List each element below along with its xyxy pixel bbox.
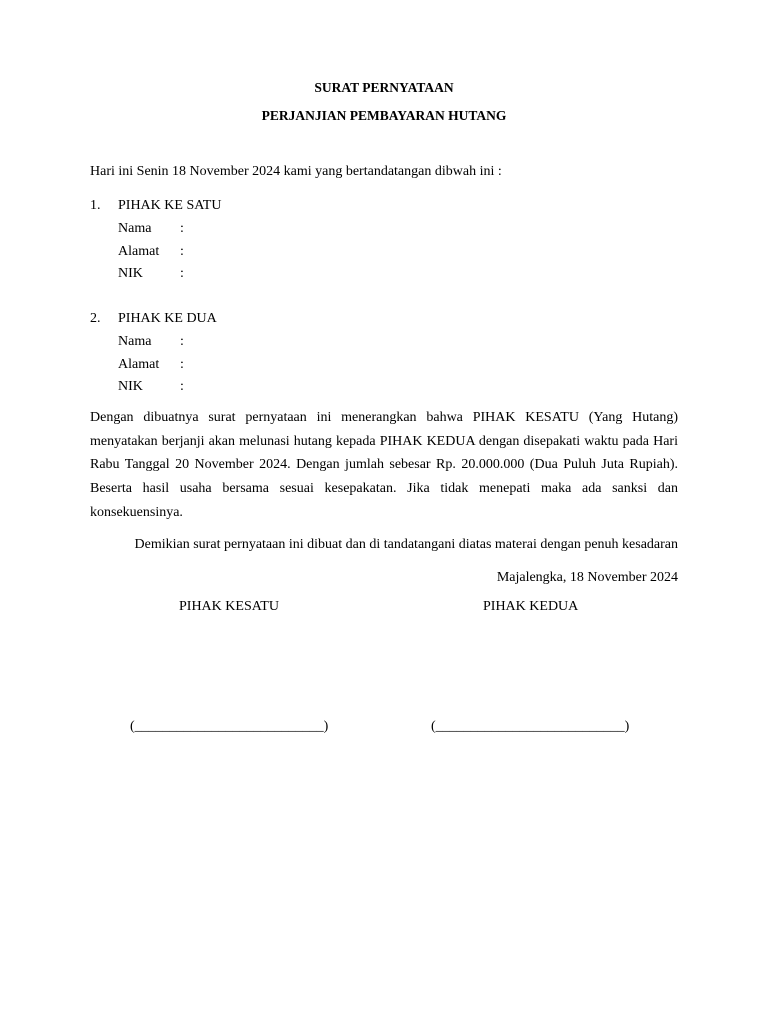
party1-name-label: Nama — [118, 221, 152, 236]
document-subtitle: PERJANJIAN PEMBAYARAN HUTANG — [261, 108, 507, 123]
signature-line-right: (___________________________) — [431, 719, 630, 734]
party2-nik-sep: : — [180, 379, 184, 394]
party2-nik-label: NIK — [118, 379, 143, 394]
signature-label-left: PIHAK KESATU — [179, 599, 279, 614]
party1-address-label: Alamat — [118, 244, 160, 259]
party1-nik-sep: : — [180, 266, 184, 281]
party1-heading: PIHAK KE SATU — [118, 198, 222, 213]
party1-nik-label: NIK — [118, 266, 143, 281]
party2-name-sep: : — [180, 334, 184, 349]
party1-name-sep: : — [180, 221, 184, 236]
party2-address-sep: : — [180, 357, 184, 372]
intro-text: Hari ini Senin 18 November 2024 kami yang bertandatangan dibwah ini : — [90, 164, 502, 179]
signature-line-left: (___________________________) — [130, 719, 329, 734]
signature-label-right: PIHAK KEDUA — [483, 599, 579, 614]
party2-address-label: Alamat — [118, 357, 160, 372]
place-date: Majalengka, 18 November 2024 — [496, 570, 678, 585]
party2-heading: PIHAK KE DUA — [118, 311, 217, 326]
party1-address-sep: : — [180, 244, 184, 259]
document-title: SURAT PERNYATAAN — [314, 80, 454, 95]
statement-paragraph: Dengan dibuatnya surat pernyataan ini menerangkan bahwa PIHAK KESATU (Yang Hutang) menyatakan berjanji akan melunasi hutang kepada PIHAK KEDUA dengan disepakati waktu pada Hari Rabu Tanggal 20 November 2024. Dengan jumlah sebesar Rp. 20.000.000 (Dua Puluh Juta Rupiah). Beserta hasil usaha bersama sesuai kesepakatan. Jika tidak menepati maka ada sanksi dan konsekuensinya. — [90, 410, 678, 520]
party2-number: 2. — [90, 311, 101, 326]
party2-name-label: Nama — [118, 334, 152, 349]
closing-sentence: Demikian surat pernyataan ini dibuat dan di tandatangani diatas materai dengan penuh kesadaran — [134, 537, 678, 552]
party1-number: 1. — [90, 198, 101, 213]
